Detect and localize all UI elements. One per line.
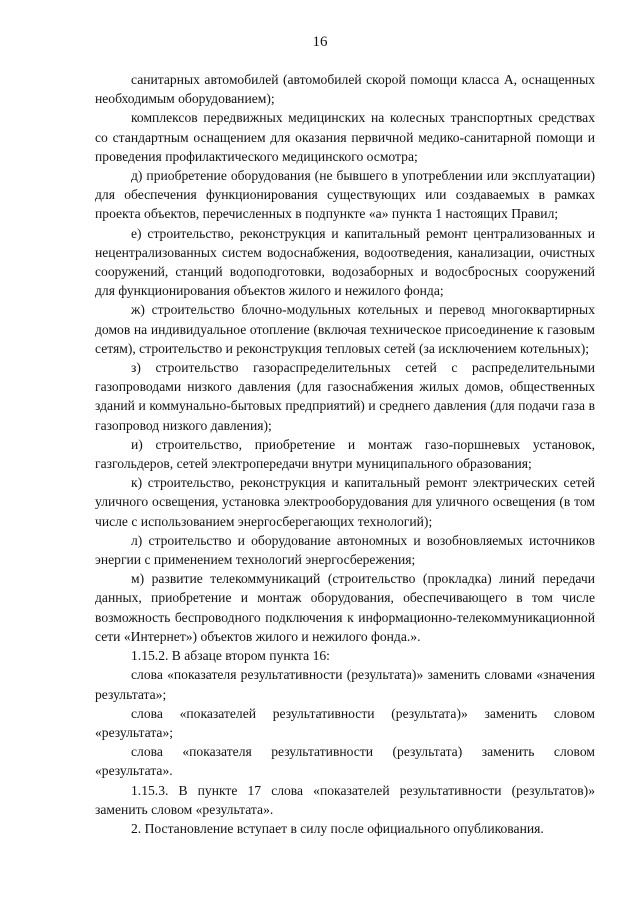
paragraph: з) строительство газораспределительных сетей с распределительными газопроводами низкого давления (для газоснабжения жилых домов, общественных зданий и коммунально-бытовых предприятий) и среднего давления (для подачи газа в газопровод низкого давления); <box>95 360 595 433</box>
paragraph: 1.15.2. В абзаце втором пункта 16: <box>131 648 330 664</box>
page-number: 16 <box>312 34 328 50</box>
paragraph: д) приобретение оборудования (не бывшего в употреблении или эксплуатации) для обеспечения функционирования существующих или создаваемых в рамках проекта объектов, перечисленных в подпункте «а» пункта 1 настоящих Правил; <box>95 168 595 222</box>
paragraph: слова «показателя результативности (результата)» заменить словами «значения результата»; <box>95 667 595 702</box>
paragraph: е) строительство, реконструкция и капитальный ремонт централизованных и нецентрализованных систем водоснабжения, водоотведения, канализации, очистных сооружений, станций водоподготовки, водозаборных и водосбросных сооружений для функционирования объектов жилого и нежилого фонда; <box>95 225 595 299</box>
paragraph: санитарных автомобилей (автомобилей скорой помощи класса А, оснащенных необходимым оборудованием); <box>95 72 595 107</box>
paragraph: 2. Постановление вступает в силу после официального опубликования. <box>131 820 544 836</box>
paragraph: слова «показателя результативности (результата) заменить словом «результата». <box>95 744 595 779</box>
paragraph: м) развитие телекоммуникаций (строительство (прокладка) линий передачи данных, приобретение и монтаж оборудования, обеспечивающего в том числе возможность беспроводного подключения к информационно-телекоммуникационной сети «Интернет») объектов жилого и нежилого фонда.». <box>95 571 595 644</box>
document-body <box>95 70 595 838</box>
paragraph: и) строительство, приобретение и монтаж газо-поршневых установок, газгольдеров, сетей электропередачи внутри муниципального образования; <box>95 436 595 472</box>
paragraph: ж) строительство блочно-модульных котельных и перевод многоквартирных домов на индивидуальное отопление (включая техническое присоединение к газовым сетям), строительство и реконструкция тепловых сетей (за исключением котельных); <box>95 302 595 356</box>
paragraph: 1.15.3. В пункте 17 слова «показателей результативности (результатов)» заменить словом «результата». <box>95 782 595 817</box>
paragraph: слова «показателей результативности (результата)» заменить словом «результата»; <box>95 705 595 740</box>
paragraph: к) строительство, реконструкция и капитальный ремонт электрических сетей уличного освещения, установка электрооборудования для уличного освещения (в том числе с использованием энергосберегающих технологий); <box>95 475 595 529</box>
paragraph: л) строительство и оборудование автономных и возобновляемых источников энергии с применением технологий энергосбережения; <box>95 532 595 568</box>
paragraph: комплексов передвижных медицинских на колесных транспортных средствах со стандартным оснащением для оказания первичной медико-санитарной помощи и проведения профилактического медицинского осмотра; <box>95 110 595 164</box>
